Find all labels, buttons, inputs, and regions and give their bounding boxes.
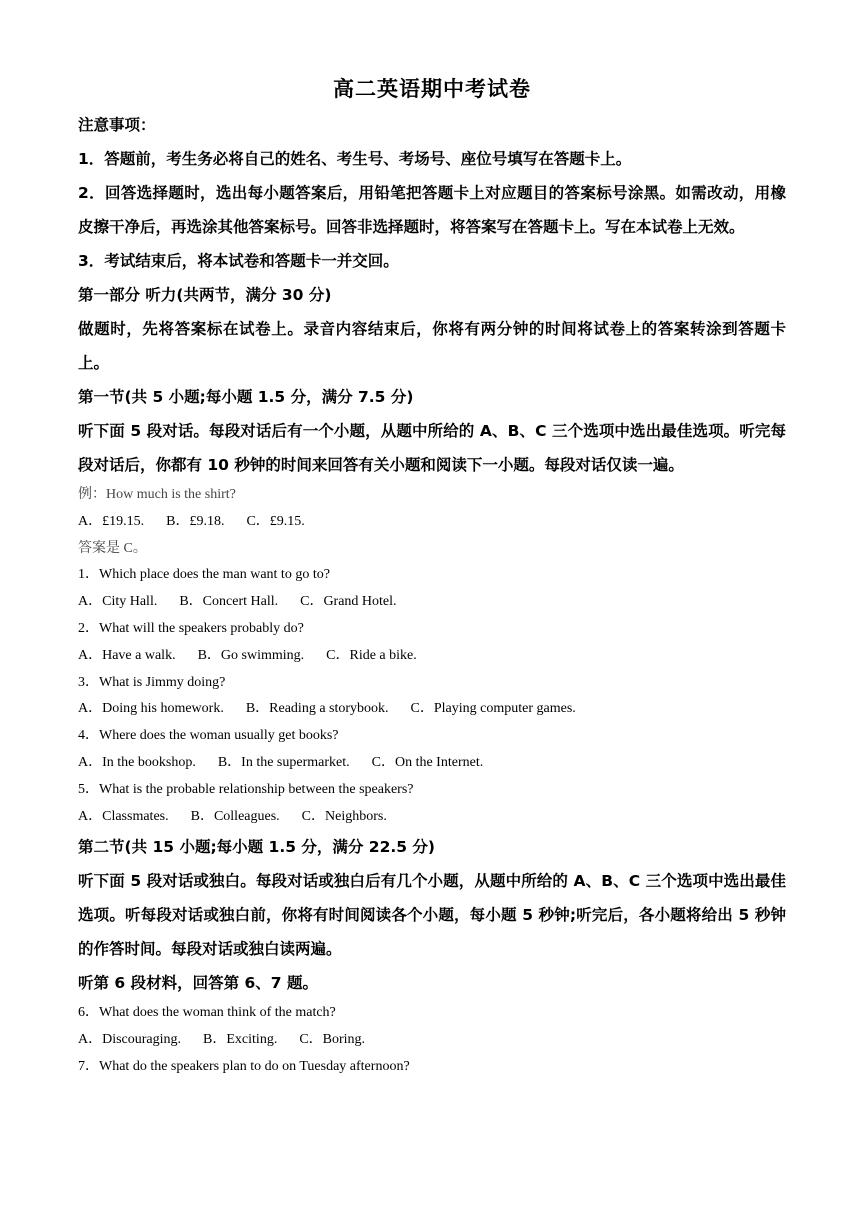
notice-heading: 注意事项： (78, 116, 156, 134)
example-option-b: B．£9.18. (166, 513, 225, 529)
option-c: C．On the Internet. (371, 754, 484, 770)
option-c: C．Ride a bike. (326, 647, 417, 663)
notice-item-1: 1．答题前，考生务必将自己的姓名、考生号、考场号、座位号填写在答题卡上。 (78, 150, 632, 168)
question-3-options (78, 696, 786, 723)
option-b: B．Go swimming. (197, 647, 305, 663)
option-c: C．Grand Hotel. (300, 594, 397, 610)
part1-instruction: 做题时，先将答案标在试卷上。录音内容结束后，你将有两分钟的时间将试卷上的答案转涂到答题卡上。 (78, 320, 786, 372)
option-b: B．Colleagues. (190, 808, 280, 824)
option-c: C．Boring. (299, 1032, 366, 1048)
example-option-c: C．£9.15. (246, 513, 305, 529)
question-5: 5．What is the probable relationship between the speakers? (78, 781, 414, 797)
option-b: B．In the supermarket. (217, 754, 350, 770)
page-title: 高二英语期中考试卷 (333, 76, 531, 101)
example-option-a: A．£19.15. (78, 513, 145, 529)
question-5-options (78, 804, 786, 831)
option-a: A．City Hall. (78, 594, 158, 610)
section2-instruction: 听下面 5 段对话或独白。每段对话或独白后有几个小题，从题中所给的 A、B、C 三个选项中选出最佳选项。听每段对话或独白前，你将有时间阅读各个小题，每小题 5 秒钟;听完后，各小题将给出 5 秒钟的作答时间。每段对话或独白读两遍。 (78, 872, 786, 959)
material-6-heading: 听第 6 段材料，回答第 6、7 题。 (78, 974, 318, 993)
option-c: C．Playing computer games. (410, 701, 576, 717)
question-2: 2．What will the speakers probably do? (78, 620, 304, 636)
example-options (78, 509, 786, 536)
part1-heading: 第一部分 听力(共两节，满分 30 分) (78, 286, 332, 304)
option-b: B．Reading a storybook. (245, 701, 389, 717)
question-4-options (78, 750, 786, 777)
option-a: A．Have a walk. (78, 647, 176, 663)
option-a: A．Discouraging. (78, 1032, 182, 1048)
question-6-options (78, 1027, 786, 1054)
section1-heading: 第一节(共 5 小题;每小题 1.5 分，满分 7.5 分) (78, 388, 414, 406)
section1-instruction: 听下面 5 段对话。每段对话后有一个小题，从题中所给的 A、B、C 三个选项中选出最佳选项。听完每段对话后，你都有 10 秒钟的时间来回答有关小题和阅读下一小题。每段对话仅读一遍。 (78, 422, 786, 474)
option-a: A．Doing his homework. (78, 701, 224, 717)
example-answer: 答案是 C。 (78, 540, 147, 556)
question-2-options (78, 643, 786, 670)
option-c: C．Neighbors. (301, 808, 387, 824)
question-1: 1．Which place does the man want to go to? (78, 567, 330, 583)
question-4: 4．Where does the woman usually get books? (78, 728, 339, 744)
question-1-options (78, 589, 786, 616)
option-a: A．Classmates. (78, 808, 169, 824)
notice-item-3: 3．考试结束后，将本试卷和答题卡一并交回。 (78, 252, 399, 270)
question-3: 3．What is Jimmy doing? (78, 674, 226, 690)
option-b: B．Concert Hall. (179, 594, 279, 610)
exam-page (78, 74, 786, 1081)
question-6: 6．What does the woman think of the match? (78, 1005, 336, 1021)
option-a: A．In the bookshop. (78, 754, 196, 770)
example-question: 例：How much is the shirt? (78, 487, 236, 502)
option-b: B．Exciting. (203, 1032, 278, 1048)
section2-heading: 第二节(共 15 小题;每小题 1.5 分，满分 22.5 分) (78, 838, 436, 857)
question-7: 7．What do the speakers plan to do on Tuesday afternoon? (78, 1058, 410, 1074)
notice-item-2: 2．回答选择题时，选出每小题答案后，用铅笔把答题卡上对应题目的答案标号涂黑。如需改动，用橡皮擦干净后，再选涂其他答案标号。回答非选择题时，将答案写在答题卡上。写在本试卷上无效。 (78, 184, 786, 236)
